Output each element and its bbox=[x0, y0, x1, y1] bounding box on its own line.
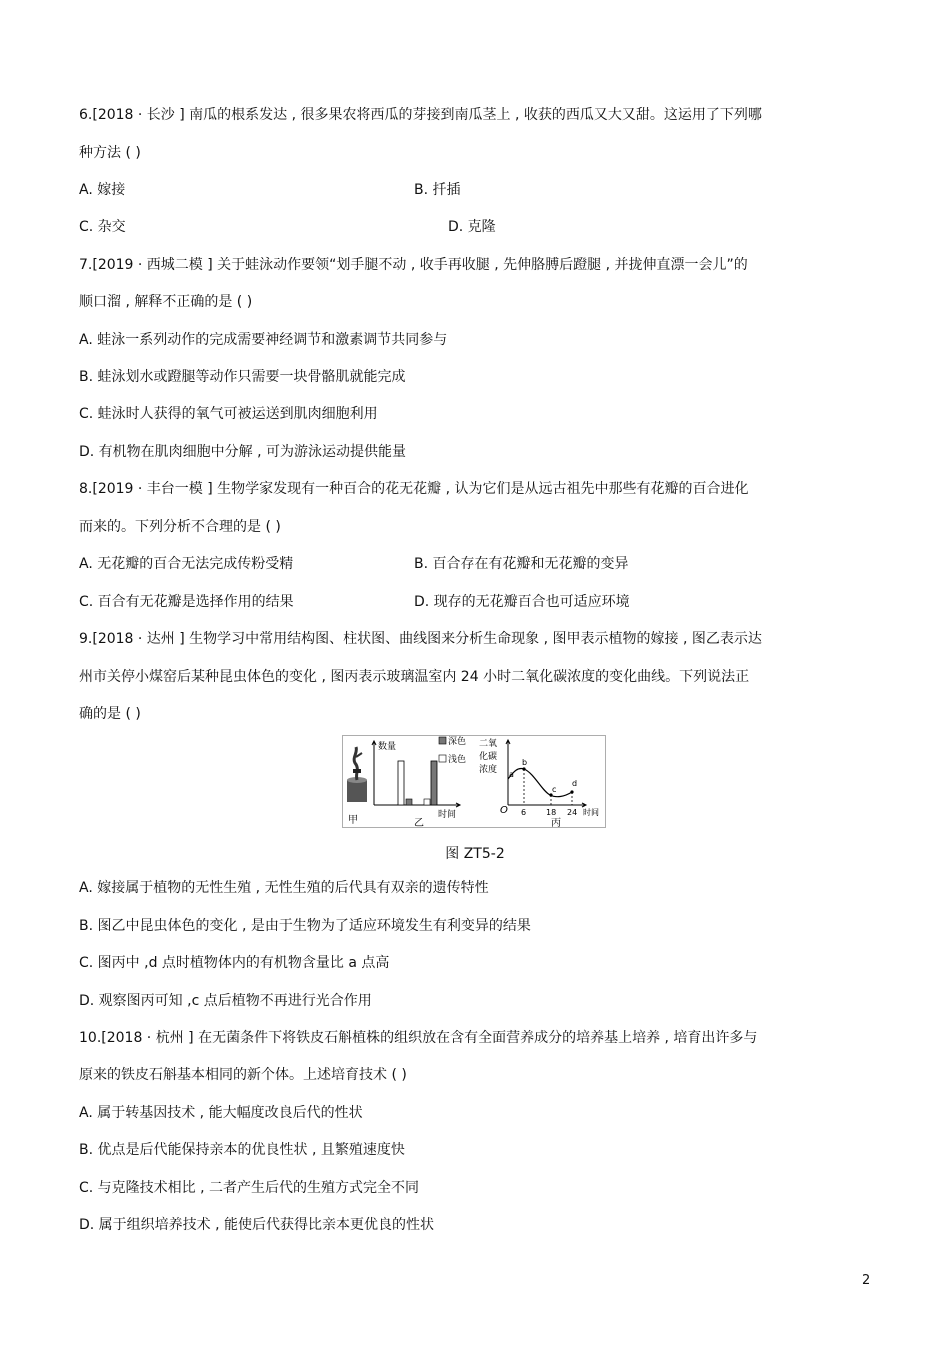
q8-option-c: C. 百合有无花瓣是选择作用的结果 bbox=[79, 594, 294, 610]
q6-option-c: C. 杂交 bbox=[79, 219, 126, 235]
q10-option-a: A. 属于转基因技术 , 能大幅度改良后代的性状 bbox=[79, 1105, 363, 1121]
bar-light-before bbox=[398, 761, 404, 805]
q9-figure bbox=[342, 735, 606, 828]
legend-light-swatch bbox=[439, 755, 446, 762]
q10-option-d: D. 属于组织培养技术 , 能使后代获得比亲本更优良的性状 bbox=[79, 1217, 435, 1233]
figure-label-bing: 丙 bbox=[551, 818, 561, 828]
tick-6: 6 bbox=[521, 808, 527, 817]
axis-label-co2-1: 二氧 bbox=[479, 739, 498, 749]
q6-option-b: B. 扦插 bbox=[414, 182, 461, 198]
q8-option-b: B. 百合存在有花瓣和无花瓣的变异 bbox=[414, 556, 629, 572]
q7-stem-line1: 7.[2019 · 西城二模 ] 关于蛙泳动作要领“划手腿不动 , 收手再收腿 , 先伸胳膊后蹬腿 , 并拢伸直漂一会儿”的 bbox=[79, 257, 748, 273]
q7-option-c: C. 蛙泳时人获得的氧气可被运送到肌肉细胞利用 bbox=[79, 406, 378, 422]
q10-stem-line2: 原来的铁皮石斛基本相同的新个体。上述培育技术 ( ) bbox=[79, 1067, 407, 1083]
legend-dark-swatch bbox=[439, 737, 446, 744]
legend-dark-label: 深色 bbox=[448, 737, 467, 747]
q8-stem-line1: 8.[2019 · 丰台一模 ] 生物学家发现有一种百合的花无花瓣 , 认为它们是从远古祖先中那些有花瓣的百合进化 bbox=[79, 481, 749, 497]
q8-stem-line2: 而来的。下列分析不合理的是 ( ) bbox=[79, 519, 281, 535]
q7-stem-line2: 顺口溜 , 解释不正确的是 ( ) bbox=[79, 294, 253, 310]
q10-option-c: C. 与克隆技术相比 , 二者产生后代的生殖方式完全不同 bbox=[79, 1180, 420, 1196]
q6-stem-line2: 种方法 ( ) bbox=[79, 145, 141, 161]
figure-label-yi: 乙 bbox=[414, 818, 424, 828]
q6-option-a: A. 嫁接 bbox=[79, 182, 126, 198]
q9-option-c: C. 图丙中 ,d 点时植物体内的有机物含量比 a 点高 bbox=[79, 955, 390, 971]
q10-stem-line1: 10.[2018 · 杭州 ] 在无菌条件下将铁皮石斛植株的组织放在含有全面营养成分的培养基上培养 , 培育出许多与 bbox=[79, 1030, 758, 1046]
q8-option-d: D. 现存的无花瓣百合也可适应环境 bbox=[414, 594, 630, 610]
q9-stem-line1: 9.[2018 · 达州 ] 生物学习中常用结构图、柱状图、曲线图来分析生命现象 , 图甲表示植物的嫁接 , 图乙表示达 bbox=[79, 631, 762, 647]
axis-label-co2-2: 化碳 bbox=[479, 752, 498, 762]
tick-18: 18 bbox=[546, 808, 557, 817]
bar-dark-before bbox=[406, 799, 412, 805]
q9-stem-line2: 州市关停小煤窑后某种昆虫体色的变化 , 图丙表示玻璃温室内 24 小时二氧化碳浓度的变化曲线。下列说法正 bbox=[79, 669, 750, 685]
q8-option-a: A. 无花瓣的百合无法完成传粉受精 bbox=[79, 556, 294, 572]
point-label-c: c bbox=[552, 785, 557, 794]
bar-light-after bbox=[424, 799, 430, 805]
q7-option-b: B. 蛙泳划水或蹬腿等动作只需要一块骨骼肌就能完成 bbox=[79, 369, 406, 385]
q6-option-d: D. 克隆 bbox=[448, 219, 496, 235]
origin-label: O bbox=[500, 805, 508, 816]
point-label-d: d bbox=[572, 779, 578, 788]
page-number: 2 bbox=[862, 1273, 871, 1288]
figure-caption: 图 ZT5-2 bbox=[445, 846, 505, 862]
q9-option-a: A. 嫁接属于植物的无性生殖 , 无性生殖的后代具有双亲的遗传特性 bbox=[79, 880, 489, 896]
tick-24: 24 bbox=[567, 808, 578, 817]
q7-option-a: A. 蛙泳一系列动作的完成需要神经调节和激素调节共同参与 bbox=[79, 332, 448, 348]
q10-option-b: B. 优点是后代能保持亲本的优良性状 , 且繁殖速度快 bbox=[79, 1142, 405, 1158]
figure-label-jia: 甲 bbox=[348, 815, 358, 826]
q9-option-d: D. 观察图丙可知 ,c 点后植物不再进行光合作用 bbox=[79, 993, 372, 1009]
q9-stem-line3: 确的是 ( ) bbox=[79, 706, 141, 722]
bar-dark-after bbox=[431, 761, 437, 805]
axis-label-quantity: 数量 bbox=[378, 742, 397, 752]
q6-stem-line1: 6.[2018 · 长沙 ] 南瓜的根系发达 , 很多果农将西瓜的芽接到南瓜茎上 , 收获的西瓜又大又甜。这运用了下列哪 bbox=[79, 107, 762, 123]
q9-option-b: B. 图乙中昆虫体色的变化 , 是由于生物为了适应环境发生有利变异的结果 bbox=[79, 918, 531, 934]
axis-label-time-yi: 时间 bbox=[438, 810, 457, 820]
q7-option-d: D. 有机物在肌肉细胞中分解 , 可为游泳运动提供能量 bbox=[79, 444, 407, 460]
legend-light-label: 浅色 bbox=[448, 755, 467, 765]
point-label-a: a bbox=[509, 770, 514, 779]
axis-label-co2-3: 浓度 bbox=[479, 765, 498, 775]
axis-label-time-bing: 时间 bbox=[583, 808, 599, 817]
point-label-b: b bbox=[522, 758, 528, 767]
